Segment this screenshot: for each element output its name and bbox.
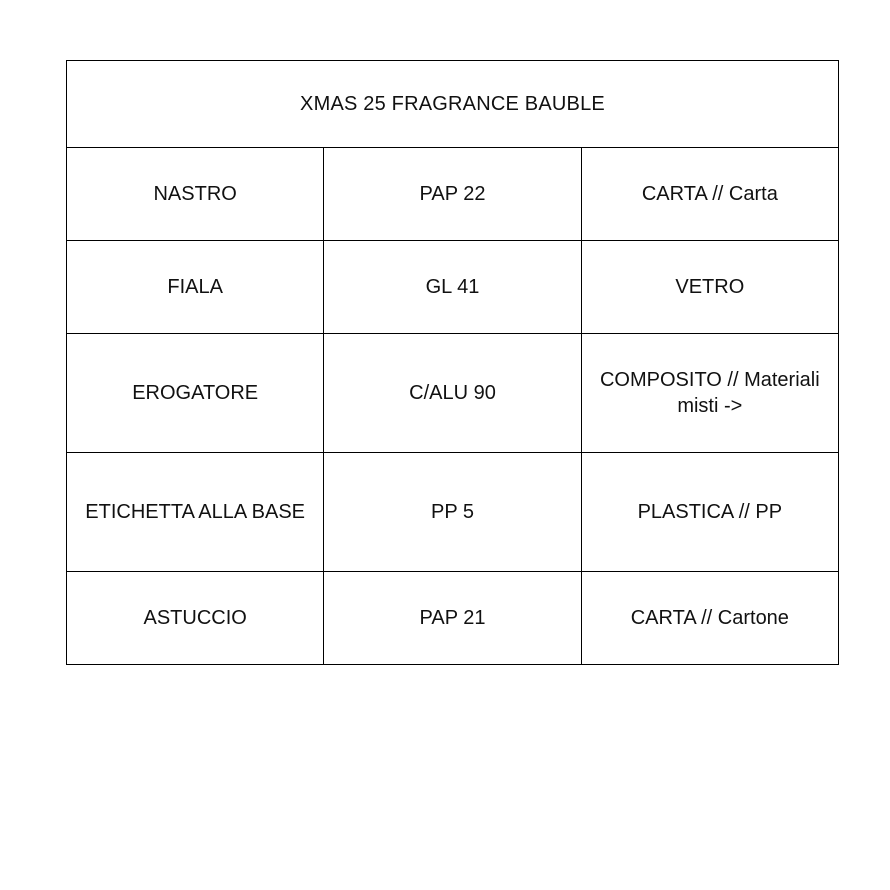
material-cell: VETRO: [581, 241, 838, 334]
table-row: [67, 241, 839, 334]
code-cell: C/ALU 90: [324, 334, 581, 453]
table-row: [67, 572, 839, 665]
table-row: [67, 334, 839, 453]
table-title-row: [67, 61, 839, 148]
table-row: [67, 453, 839, 572]
material-cell: CARTA // Cartone: [581, 572, 838, 665]
component-cell: EROGATORE: [67, 334, 324, 453]
table-title: XMAS 25 FRAGRANCE BAUBLE: [67, 61, 839, 148]
code-cell: PAP 22: [324, 148, 581, 241]
material-table: [66, 60, 839, 665]
component-cell: NASTRO: [67, 148, 324, 241]
material-cell: PLASTICA // PP: [581, 453, 838, 572]
component-cell: FIALA: [67, 241, 324, 334]
material-cell: COMPOSITO // Materiali misti ->: [581, 334, 838, 453]
code-cell: PAP 21: [324, 572, 581, 665]
code-cell: GL 41: [324, 241, 581, 334]
material-cell: CARTA // Carta: [581, 148, 838, 241]
component-cell: ETICHETTA ALLA BASE: [67, 453, 324, 572]
table-row: [67, 148, 839, 241]
component-cell: ASTUCCIO: [67, 572, 324, 665]
material-table-container: [66, 60, 839, 665]
code-cell: PP 5: [324, 453, 581, 572]
